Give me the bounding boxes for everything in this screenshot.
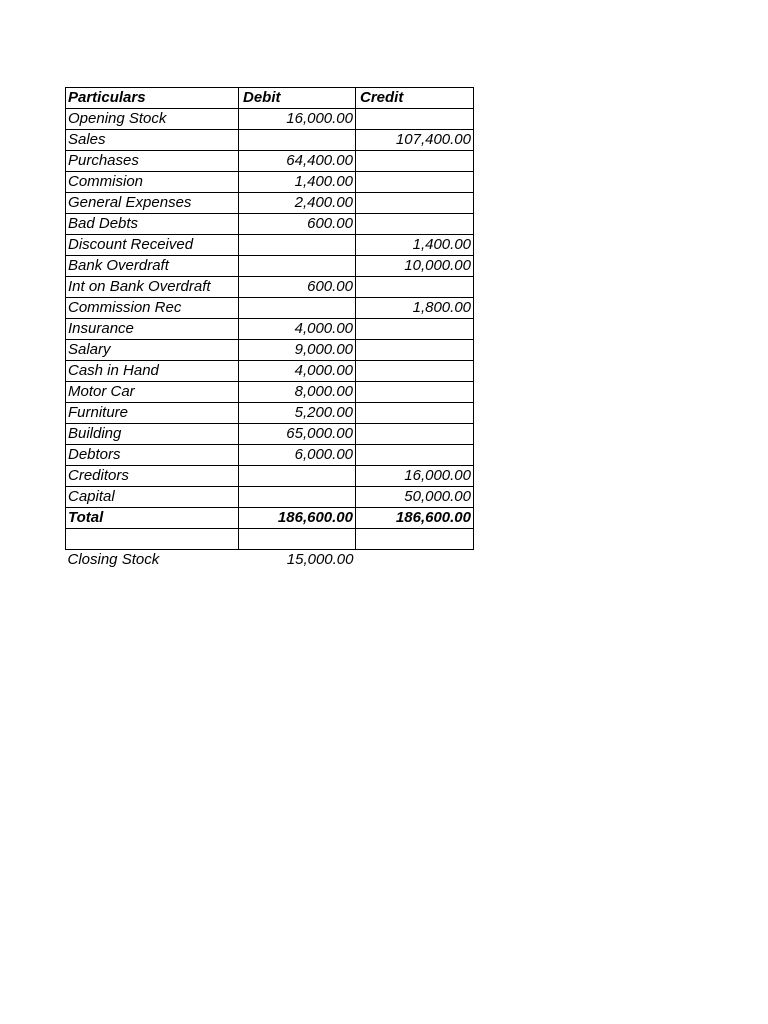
cell-particulars[interactable]: Salary	[66, 340, 239, 361]
cell-credit[interactable]	[356, 340, 474, 361]
total-label[interactable]: Total	[66, 508, 239, 529]
cell-credit[interactable]	[356, 193, 474, 214]
cell-debit[interactable]: 4,000.00	[239, 361, 356, 382]
table-row	[66, 109, 474, 130]
table-row	[66, 151, 474, 172]
trial-balance-sheet	[65, 87, 474, 571]
cell-debit[interactable]: 5,200.00	[239, 403, 356, 424]
table-row	[66, 130, 474, 151]
total-debit[interactable]: 186,600.00	[239, 508, 356, 529]
total-row	[66, 508, 474, 529]
cell-credit[interactable]	[356, 151, 474, 172]
cell-credit[interactable]: 1,400.00	[356, 235, 474, 256]
cell-particulars[interactable]: Commission Rec	[66, 298, 239, 319]
cell-credit[interactable]	[356, 403, 474, 424]
cell-debit[interactable]: 9,000.00	[239, 340, 356, 361]
cell-particulars[interactable]: Commision	[66, 172, 239, 193]
table-row	[66, 361, 474, 382]
cell-credit[interactable]	[356, 424, 474, 445]
cell-debit[interactable]: 2,400.00	[239, 193, 356, 214]
table-row	[66, 487, 474, 508]
empty-cell-debit[interactable]	[239, 529, 356, 550]
cell-credit[interactable]: 16,000.00	[356, 466, 474, 487]
table-row	[66, 466, 474, 487]
cell-credit[interactable]: 10,000.00	[356, 256, 474, 277]
cell-credit[interactable]	[356, 277, 474, 298]
cell-credit[interactable]	[356, 361, 474, 382]
table-row	[66, 340, 474, 361]
cell-particulars[interactable]: Cash in Hand	[66, 361, 239, 382]
cell-debit[interactable]	[239, 466, 356, 487]
cell-debit[interactable]: 65,000.00	[239, 424, 356, 445]
table-row	[66, 298, 474, 319]
table-row	[66, 382, 474, 403]
cell-debit[interactable]: 1,400.00	[239, 172, 356, 193]
table-row	[66, 214, 474, 235]
cell-credit[interactable]: 107,400.00	[356, 130, 474, 151]
empty-cell-credit[interactable]	[356, 529, 474, 550]
cell-credit[interactable]	[356, 172, 474, 193]
total-credit[interactable]: 186,600.00	[356, 508, 474, 529]
header-debit[interactable]: Debit	[239, 88, 356, 109]
cell-debit[interactable]: 16,000.00	[239, 109, 356, 130]
cell-particulars[interactable]: Building	[66, 424, 239, 445]
closing-stock-row	[66, 550, 474, 571]
cell-debit[interactable]: 8,000.00	[239, 382, 356, 403]
closing-stock-credit[interactable]	[356, 550, 474, 571]
closing-stock-debit[interactable]: 15,000.00	[286, 551, 354, 569]
table-row	[66, 445, 474, 466]
cell-particulars[interactable]: Bank Overdraft	[66, 256, 239, 277]
cell-debit[interactable]: 600.00	[239, 214, 356, 235]
cell-debit[interactable]	[239, 487, 356, 508]
table-row	[66, 193, 474, 214]
cell-particulars[interactable]: Opening Stock	[66, 109, 239, 130]
cell-credit[interactable]	[356, 382, 474, 403]
cell-particulars[interactable]: Bad Debts	[66, 214, 239, 235]
table-row	[66, 424, 474, 445]
cell-credit[interactable]	[356, 214, 474, 235]
table-row	[66, 256, 474, 277]
cell-particulars[interactable]: Purchases	[66, 151, 239, 172]
cell-debit[interactable]: 64,400.00	[239, 151, 356, 172]
table-header-row	[66, 88, 474, 109]
cell-debit[interactable]	[239, 256, 356, 277]
cell-particulars[interactable]: Int on Bank Overdraft	[66, 277, 239, 298]
cell-debit[interactable]	[239, 235, 356, 256]
cell-particulars[interactable]: Furniture	[66, 403, 239, 424]
cell-credit[interactable]: 50,000.00	[356, 487, 474, 508]
cell-debit[interactable]: 6,000.00	[239, 445, 356, 466]
cell-debit[interactable]	[239, 130, 356, 151]
table-row	[66, 403, 474, 424]
header-particulars[interactable]: Particulars	[66, 88, 239, 109]
cell-particulars[interactable]: Insurance	[66, 319, 239, 340]
trial-balance-table	[65, 87, 474, 571]
cell-particulars[interactable]: Debtors	[66, 445, 239, 466]
cell-debit[interactable]	[239, 298, 356, 319]
table-row	[66, 277, 474, 298]
cell-particulars[interactable]: Discount Received	[66, 235, 239, 256]
cell-particulars[interactable]: Sales	[66, 130, 239, 151]
cell-credit[interactable]	[356, 109, 474, 130]
cell-particulars[interactable]: Motor Car	[66, 382, 239, 403]
empty-row	[66, 529, 474, 550]
table-row	[66, 235, 474, 256]
empty-cell-particulars[interactable]	[66, 529, 239, 550]
cell-credit[interactable]	[356, 319, 474, 340]
table-row	[66, 172, 474, 193]
cell-credit[interactable]	[356, 445, 474, 466]
cell-particulars[interactable]: General Expenses	[66, 193, 239, 214]
cell-particulars[interactable]: Capital	[66, 487, 239, 508]
cell-debit[interactable]: 4,000.00	[239, 319, 356, 340]
closing-stock-label[interactable]: Closing Stock	[67, 551, 160, 569]
cell-credit[interactable]: 1,800.00	[356, 298, 474, 319]
cell-debit[interactable]: 600.00	[239, 277, 356, 298]
header-credit[interactable]: Credit	[356, 88, 474, 109]
table-row	[66, 319, 474, 340]
cell-particulars[interactable]: Creditors	[66, 466, 239, 487]
